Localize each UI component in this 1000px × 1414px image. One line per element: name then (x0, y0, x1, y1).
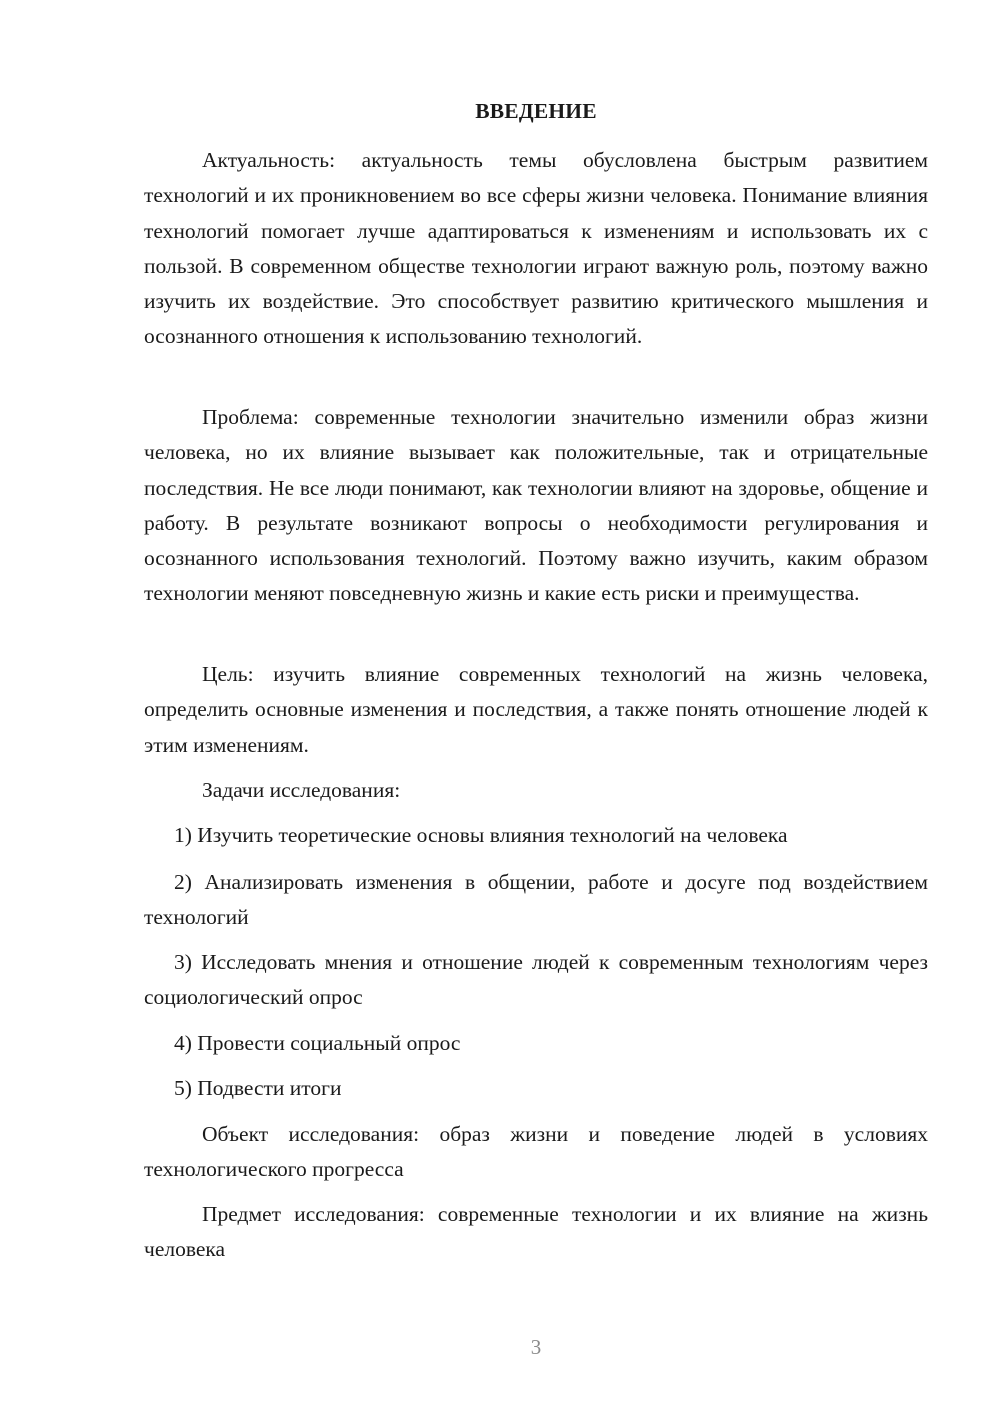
task-item-5: 5) Подвести итоги (174, 1076, 342, 1100)
task-item-2: 2) Анализировать изменения в общении, работе и досуге под воздействием технологий (144, 870, 928, 930)
tasks-heading: Задачи исследования: (202, 778, 401, 802)
paragraph-goal: Цель: изучить влияние современных технологий на жизнь человека, определить основные изменения и последствия, а также понять отношение людей к этим изменениям. (144, 662, 928, 757)
task-item-3: 3) Исследовать мнения и отношение людей к современным технологиям через социологический опрос (144, 950, 928, 1010)
paragraph-relevance: Актуальность: актуальность темы обусловлена быстрым развитием технологий и их проникновением во все сферы жизни человека. Понимание влияния технологий помогает лучше адаптироваться к изменениям и использовать их с пользой. В современном обществе технологии играют важную роль, поэтому важно изучить их воздействие. Это способствует развитию критического мышления и осознанного отношения к использованию технологий. (144, 148, 928, 349)
paragraph-problem: Проблема: современные технологии значительно изменили образ жизни человека, но их влияние вызывает как положительные, так и отрицательные последствия. Не все люди понимают, как технологии влияют на здоровье, общение и работу. В результате возникают вопросы о необходимости регулирования и осознанного использования технологий. Поэтому важно изучить, каким образом технологии меняют повседневную жизнь и какие есть риски и преимущества. (144, 405, 928, 606)
paragraph-subject: Предмет исследования: современные технологии и их влияние на жизнь человека (144, 1202, 928, 1262)
page-title: ВВЕДЕНИЕ (475, 99, 597, 123)
page-number: 3 (530, 1335, 542, 1359)
task-item-4: 4) Провести социальный опрос (174, 1031, 461, 1055)
task-item-1: 1) Изучить теоретические основы влияния технологий на человека (174, 823, 788, 847)
paragraph-object: Объект исследования: образ жизни и поведение людей в условиях технологического прогресса (144, 1122, 928, 1182)
